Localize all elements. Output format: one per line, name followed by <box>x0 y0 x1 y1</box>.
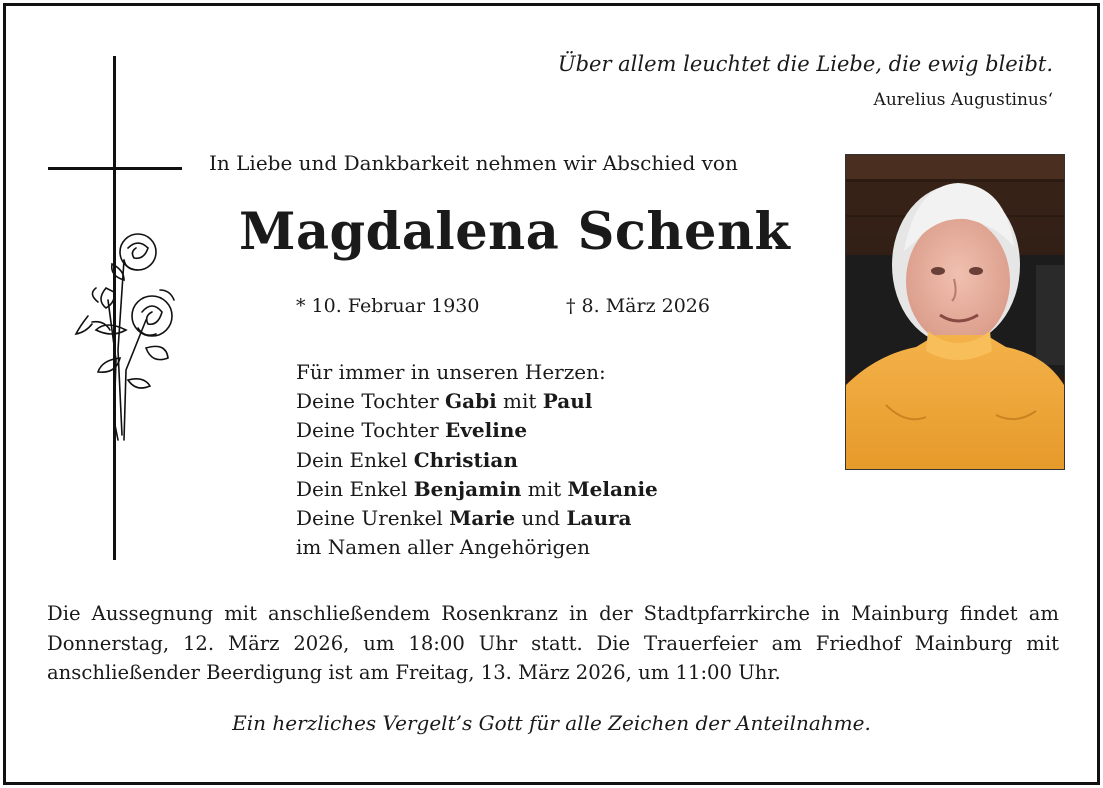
mourners-list <box>296 358 658 562</box>
death-date: † 8. März 2026 <box>566 295 710 317</box>
quote-text: Über allem leuchtet die Liebe, die ewig bleibt. <box>557 52 1053 76</box>
deceased-name: Magdalena Schenk <box>239 202 791 262</box>
birth-date: * 10. Februar 1930 <box>296 295 480 317</box>
quote-author: Aurelius Augustinus‘ <box>873 90 1053 110</box>
mourner-line: Deine Urenkel Marie und Laura <box>296 506 632 531</box>
cross-bar <box>48 167 182 170</box>
mourners-heading: Für immer in unseren Herzen: <box>296 360 606 384</box>
mourner-line: Dein Enkel Benjamin mit Melanie <box>296 476 658 501</box>
mourner-line: Deine Tochter Gabi mit Paul <box>296 389 593 414</box>
mourner-line: Deine Tochter Eveline <box>296 418 528 443</box>
mourner-line: Dein Enkel Christian <box>296 447 518 472</box>
funeral-details: Die Aussegnung mit anschließendem Rosenkranz in der Stadtpfarrkirche in Mainburg findet am Donnerstag, 12. März 2026, um 18:00 Uhr statt. Die Trauerfeier am Friedhof Mainburg mit anschließender Beerdigung ist am Freitag, 13. März 2026, um 11:00 Uhr. <box>47 602 1059 684</box>
mourners-closing: im Namen aller Angehörigen <box>296 535 591 560</box>
thanks-text: Ein herzliches Vergelt’s Gott für alle Zeichen der Anteilnahme. <box>232 711 871 735</box>
roses-icon <box>66 230 186 450</box>
obituary-frame <box>3 3 1100 785</box>
portrait-photo <box>845 154 1065 470</box>
intro-text: In Liebe und Dankbarkeit nehmen wir Abschied von <box>209 151 738 175</box>
